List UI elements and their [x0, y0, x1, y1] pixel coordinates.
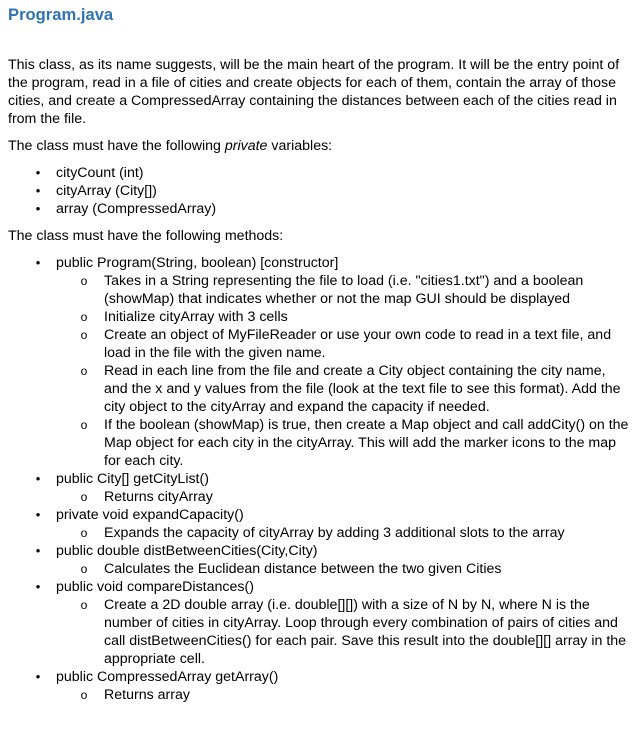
sub-bullet-icon: o: [80, 526, 88, 540]
bullet-icon: •: [35, 471, 41, 486]
bullet-icon: •: [35, 669, 41, 684]
private-lead-before: The class must have the following: [8, 138, 225, 154]
method-signature: public void compareDistances(): [56, 579, 254, 595]
sub-bullet-icon: o: [80, 490, 88, 504]
detail-text: Create an object of MyFileReader or use your own code to read in a text file, and load in the file with the given name.: [104, 327, 612, 361]
variables-list: [8, 164, 630, 218]
method-details: [56, 524, 630, 542]
detail-item: [56, 308, 630, 326]
method-signature: public CompressedArray getArray(): [56, 669, 279, 685]
method-details: [56, 488, 630, 506]
variable-item: [8, 164, 630, 182]
bullet-icon: •: [35, 543, 41, 558]
detail-item: [56, 362, 630, 416]
sub-bullet-icon: o: [80, 562, 88, 576]
variable-text: array (CompressedArray): [56, 201, 217, 217]
sub-bullet-icon: o: [80, 274, 88, 288]
bullet-icon: •: [35, 165, 41, 180]
sub-bullet-icon: o: [80, 418, 88, 432]
method-details: [56, 560, 630, 578]
method-item: [8, 668, 630, 704]
detail-text: Create a 2D double array (i.e. double[][]) with a size of N by N, where N is the number of cities in cityArray. Loop through every combination of pairs of cities and call distBetweenCities() for each pair. Save this result into the double[][] array in the appropriate cell.: [104, 597, 627, 667]
bullet-icon: •: [35, 201, 41, 216]
detail-item: [56, 524, 630, 542]
detail-item: [56, 326, 630, 362]
variable-item: [8, 200, 630, 218]
detail-text: Returns array: [104, 687, 190, 703]
method-item: [8, 254, 630, 470]
detail-text: Read in each line from the file and create a City object containing the city name, and the x and y values from the file (look at the text file to see this format). Add the city object to the cityArray and expand the capacity if needed.: [104, 363, 621, 415]
detail-text: If the boolean (showMap) is true, then create a Map object and call addCity() on the Map object for each city in the cityArray. This will add the marker icons to the map for each city.: [104, 417, 629, 469]
private-emphasis: private: [224, 138, 268, 154]
detail-item: [56, 596, 630, 668]
detail-text: Calculates the Euclidean distance between the two given Cities: [104, 561, 502, 577]
variable-text: cityArray (City[]): [56, 183, 157, 199]
method-details: [56, 686, 630, 704]
private-lead-after: variables:: [267, 138, 333, 154]
sub-bullet-icon: o: [80, 598, 88, 612]
method-details: [56, 596, 630, 668]
variable-text: cityCount (int): [56, 165, 144, 181]
method-signature: public double distBetweenCities(City,City): [56, 543, 318, 559]
detail-item: [56, 272, 630, 308]
detail-text: Returns cityArray: [104, 489, 213, 505]
method-item: [8, 470, 630, 506]
method-item: [8, 542, 630, 578]
method-signature: public City[] getCityList(): [56, 471, 209, 487]
page-title: Program.java: [8, 5, 114, 24]
sub-bullet-icon: o: [80, 328, 88, 342]
sub-bullet-icon: o: [80, 310, 88, 324]
bullet-icon: •: [35, 255, 41, 270]
detail-text: Expands the capacity of cityArray by adding 3 additional slots to the array: [104, 525, 565, 541]
methods-lead: The class must have the following methods:: [8, 228, 284, 244]
sub-bullet-icon: o: [80, 688, 88, 702]
method-signature: public Program(String, boolean) [constructor]: [56, 255, 339, 271]
detail-item: [56, 488, 630, 506]
method-details: [56, 272, 630, 470]
detail-text: Takes in a String representing the file to load (i.e. "cities1.txt") and a boolean (showMap) that indicates whether or not the map GUI should be displayed: [104, 273, 584, 307]
variable-item: [8, 182, 630, 200]
bullet-icon: •: [35, 507, 41, 522]
private-variables-lead: [8, 137, 630, 155]
detail-item: [56, 416, 630, 470]
detail-item: [56, 560, 630, 578]
detail-item: [56, 686, 630, 704]
methods-list: [8, 254, 630, 704]
method-item: [8, 506, 630, 542]
method-item: [8, 578, 630, 668]
bullet-icon: •: [35, 183, 41, 198]
intro-paragraph: This class, as its name suggests, will be the main heart of the program. It will be the entry point of the program, read in a file of cities and create objects for each of them, contain the array of those cities, and create a CompressedArray containing the distances between each of the cities read in from the file.: [8, 57, 620, 127]
bullet-icon: •: [35, 579, 41, 594]
detail-text: Initialize cityArray with 3 cells: [104, 309, 288, 325]
method-signature: private void expandCapacity(): [56, 507, 244, 523]
sub-bullet-icon: o: [80, 364, 88, 378]
